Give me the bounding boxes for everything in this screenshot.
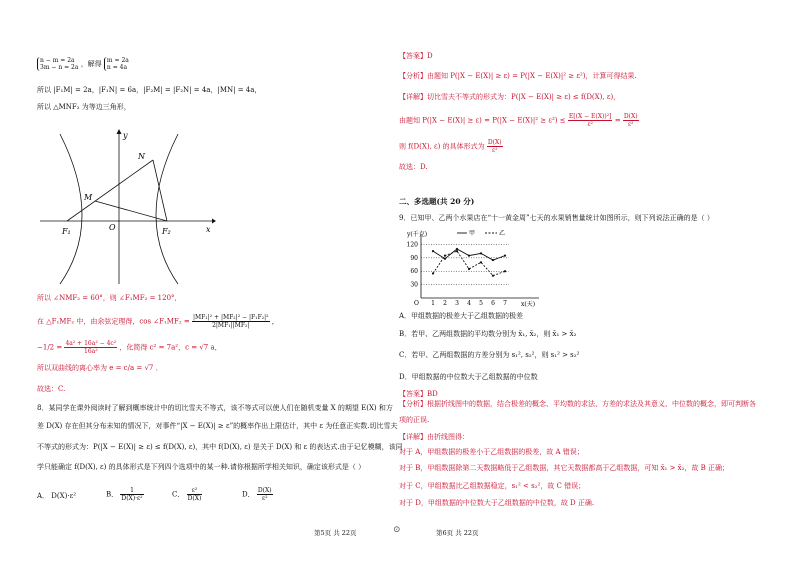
form-denominator: ε² xyxy=(492,147,498,154)
q9-option-c[interactable]: C．若甲、乙两组数据的方差分别为 s₁², s₂²，则 s₁² > s₂² xyxy=(399,351,580,359)
system-of-equations xyxy=(37,57,129,71)
legend-label-jia: 甲 xyxy=(469,230,476,237)
origin-label: O xyxy=(109,223,116,232)
triangle-line: 所以 △MNF₂ 为等边三角形， xyxy=(37,103,131,111)
chart-point-series-2 xyxy=(504,270,506,272)
x-axis-label: x xyxy=(206,225,211,234)
chart-point-series-1 xyxy=(480,252,482,254)
option-label: B． xyxy=(106,490,119,499)
chart-point-series-1 xyxy=(432,250,434,252)
q8-line-1: 8．某同学在课外阅读时了解到概率统计中的切比雪夫不等式，该不等式可以使人们在随机变量 X 的期望 E(X) 和方 xyxy=(37,404,393,412)
chart-x-tick-label: 1 xyxy=(431,300,435,307)
chart-x-tick-label: 5 xyxy=(479,300,483,307)
q8-line-3: 不等式的形式为：P(|X − E(X)| ≥ ε) ≤ f(D(X), ε)，其中 f(D(X), ε) 是关于 D(X) 和 ε 的表达式.由于记忆模糊，该同 xyxy=(37,443,403,451)
equation-numerator: 4a² + 16a² − 4c² xyxy=(65,340,117,347)
chart-point-series-2 xyxy=(468,268,470,270)
option-fraction xyxy=(257,487,273,502)
choice-d: 故选：D. xyxy=(399,163,428,171)
page-number-right: 第6页 共 22页 xyxy=(436,529,479,537)
q8-line-2: 差 D(X) 存在但其分布未知的情况下，对事件“|X − E(X)| ≥ ε”的概率作出上限估计，其中 ε 为任意正实数.切比雪夫 xyxy=(37,422,398,430)
option-label: D． xyxy=(242,490,255,499)
variance-denominator: ε² xyxy=(627,121,634,128)
analysis2-line-1: 【分析】根据折线图中的数据，结合极差的概念、平均数的求法、方差的求法及其意义、中位数的概念，即可判断各 xyxy=(399,400,756,408)
chart-x-tick-label: 3 xyxy=(455,300,459,307)
form-prefix: 则 f(D(X), ε) 的具体形式为 xyxy=(399,142,485,151)
hyperbola-right-branch xyxy=(156,134,178,284)
cosine-prefix: 在 △F₁MF₂ 中，由余弦定理得，cos ∠F₁MF₂ = xyxy=(37,317,190,326)
detail2-a: 对于 A，甲组数据的极差小于乙组数据的极差，故 A 错误； xyxy=(399,448,584,456)
chart-x-tick-label: 4 xyxy=(467,300,471,307)
chart-point-series-1 xyxy=(444,258,446,260)
section-title: 二、多选题(共 20 分) xyxy=(399,197,475,206)
expectation-fraction xyxy=(568,113,613,128)
q9-option-d[interactable]: D．甲组数据的中位数大于乙组数据的中位数 xyxy=(399,373,538,381)
equation-line: n = 4a xyxy=(106,64,128,71)
chart-point-series-2 xyxy=(480,261,482,263)
cosine-denominator: 2|MF₁||MF₂| xyxy=(212,322,250,329)
angle-line: 所以 ∠NMF₂ = 60°，则 ∠F₁MF₂ = 120°， xyxy=(37,294,182,302)
analysis-line: 【分析】由题知 P(|X − E(X)| ≥ ε) = P(|X − E(X)|² ≥ ε²)，计算可得结果. xyxy=(399,72,637,80)
chart-y-tick-label: 120 xyxy=(406,241,418,249)
detail2-d: 对于 D，甲组数据的中位数大于乙组数据的中位数，故 D 正确. xyxy=(399,499,595,507)
option-a[interactable] xyxy=(37,492,76,501)
detail2-head: 【详解】由折线图得： xyxy=(399,433,469,441)
form-fraction xyxy=(487,139,503,154)
focus-f2-label: F₂ xyxy=(162,227,171,236)
choice-c: 故选：C. xyxy=(37,385,66,393)
legend-label-yi: 乙 xyxy=(499,230,506,237)
equation-denominator: 16a² xyxy=(84,348,98,355)
option-denominator: D(X)·ε² xyxy=(121,495,143,502)
variance-fraction xyxy=(623,113,639,128)
right-page xyxy=(397,0,794,561)
chart-point-series-1 xyxy=(468,255,470,257)
option-fraction xyxy=(187,487,203,502)
equation-lhs: −1/2 = xyxy=(37,343,63,352)
sides-line: 所以 |F₁M| = 2a，|F₁N| = 6a，|F₂M| = |F₂N| = 4a，|MN| = 4a， xyxy=(37,86,262,94)
chart-point-series-1 xyxy=(504,255,506,257)
option-b[interactable] xyxy=(106,487,144,502)
q9-line: 9．已知甲、乙两个水果店在“十一黄金周”七天的水果销售量统计如图所示，则下列说法正确的是（ ） xyxy=(399,214,714,222)
chart-point-series-2 xyxy=(456,250,458,252)
probability-line xyxy=(399,113,639,128)
equation-line: 3m − n = 2a xyxy=(40,64,79,71)
option-text: D(X)·ε² xyxy=(51,492,77,500)
binding-hole-icon: ⊙ xyxy=(393,525,401,535)
hyperbola-left-branch xyxy=(60,134,82,284)
chart-x-tick-label: 6 xyxy=(491,300,495,307)
detail-line: 【详解】切比雪夫不等式的形式为：P(|X − E(X)| ≥ ε) ≤ f(D(X), ε)， xyxy=(399,93,621,101)
detail2-b: 对于 B，甲组数据除第二天数据略低于乙组数据，其它天数据都高于乙组数据，可知 x̄₁ > x̄₂，故 B 正确； xyxy=(399,464,730,472)
q9-option-b[interactable]: B．若甲、乙两组数据的平均数分别为 x̄₁, x̄₂，则 x̄₁ > x̄₂ xyxy=(399,330,577,338)
y-axis-label: y xyxy=(123,131,128,140)
expectation-numerator: E[(X − E(X))²] xyxy=(568,113,612,120)
chart-origin-label: O xyxy=(414,300,419,307)
option-denominator: D(X) xyxy=(187,495,202,502)
y-axis-arrow xyxy=(117,129,122,134)
equation-line: m = 2a xyxy=(106,57,129,64)
answer-bd: 【答案】BD xyxy=(399,390,438,398)
option-denominator: ε² xyxy=(261,495,268,502)
option-fraction xyxy=(120,487,143,502)
option-c[interactable] xyxy=(172,487,202,502)
chart-y-tick-label: 30 xyxy=(410,281,418,289)
option-label: C． xyxy=(172,490,185,499)
form-line xyxy=(399,139,503,154)
cosine-numerator: |MF₁|² + |MF₂|² − |F₁F₂|² xyxy=(192,314,269,321)
chart-y-label: y(千克) xyxy=(407,231,428,238)
page-number-left: 第5页 共 22页 xyxy=(314,529,357,537)
equation-tail: ，化简得 c² = 7a²，c = √7 a， xyxy=(119,343,222,352)
chart-x-tick-label: 7 xyxy=(503,300,507,307)
equation-line-simplify xyxy=(37,340,222,355)
chart-x-label: x(天) xyxy=(521,301,536,308)
detail2-c: 对于 C，甲组数据比乙组数据稳定，s₁² < s₂²，故 C 错误； xyxy=(399,482,586,490)
hyperbola-figure xyxy=(36,126,216,286)
system-brace-2 xyxy=(104,57,129,71)
q8-line-4: 学只能确定 f(D(X), ε) 的具体形式是下列四个选项中的某一种.请你根据所学相关知识，确定该形式是（ ） xyxy=(37,463,366,471)
chart-point-series-2 xyxy=(492,275,494,277)
system-brace-1 xyxy=(37,57,78,71)
chart-x-tick-label: 2 xyxy=(443,300,447,307)
point-m-label: M xyxy=(84,193,93,202)
answer-d: 【答案】D xyxy=(399,52,433,60)
expectation-denominator: ε² xyxy=(587,121,593,128)
chart-point-series-2 xyxy=(432,272,434,274)
probability-prefix: 由题知 P(|X − E(X)| ≥ ε) = P(|X − E(X)|² ≥ ε²) ≤ xyxy=(399,116,566,125)
variance-numerator: D(X) xyxy=(623,113,638,120)
equation-fraction xyxy=(64,340,117,355)
equals-sign: = xyxy=(614,116,621,125)
x-axis-arrow xyxy=(212,219,216,224)
chart-point-series-1 xyxy=(456,248,458,250)
solve-word: ，解得 xyxy=(80,60,102,68)
q9-option-a[interactable]: A．甲组数据的极差大于乙组数据的极差 xyxy=(399,312,524,320)
option-d[interactable] xyxy=(242,487,273,502)
chart-y-tick-label: 60 xyxy=(410,268,418,276)
sales-line-chart xyxy=(399,226,549,308)
cosine-fraction xyxy=(192,314,270,329)
analysis2-line-2: 项的正误. xyxy=(399,416,430,424)
option-numerator: ε² xyxy=(187,487,203,495)
option-label: A． xyxy=(37,492,50,500)
chart-point-series-1 xyxy=(492,259,494,261)
point-n-label: N xyxy=(138,152,145,161)
chart-series-line-1 xyxy=(433,249,505,260)
cosine-law-line: 在 △F₁MF₂ 中，由余弦定理得，cos ∠F₁MF₂ = $\frac{\text{|MF₁|² + |MF₂|² − |F₁F₂|²}}{\text{2|MF₁||MF₂|}}$ ， xyxy=(37,314,279,329)
equation-line: n − m = 2a xyxy=(40,57,75,64)
form-numerator: D(X) xyxy=(487,139,502,146)
focus-f1-label: F₁ xyxy=(62,227,71,236)
eccentricity-line: 所以双曲线的离心率为 e = c/a = √7 ． xyxy=(37,364,163,372)
chart-y-tick-label: 90 xyxy=(410,254,418,262)
chart-point-series-2 xyxy=(444,255,446,257)
option-numerator: 1 xyxy=(120,487,143,495)
line-n-f2 xyxy=(153,160,167,221)
option-numerator: D(X) xyxy=(257,487,272,494)
